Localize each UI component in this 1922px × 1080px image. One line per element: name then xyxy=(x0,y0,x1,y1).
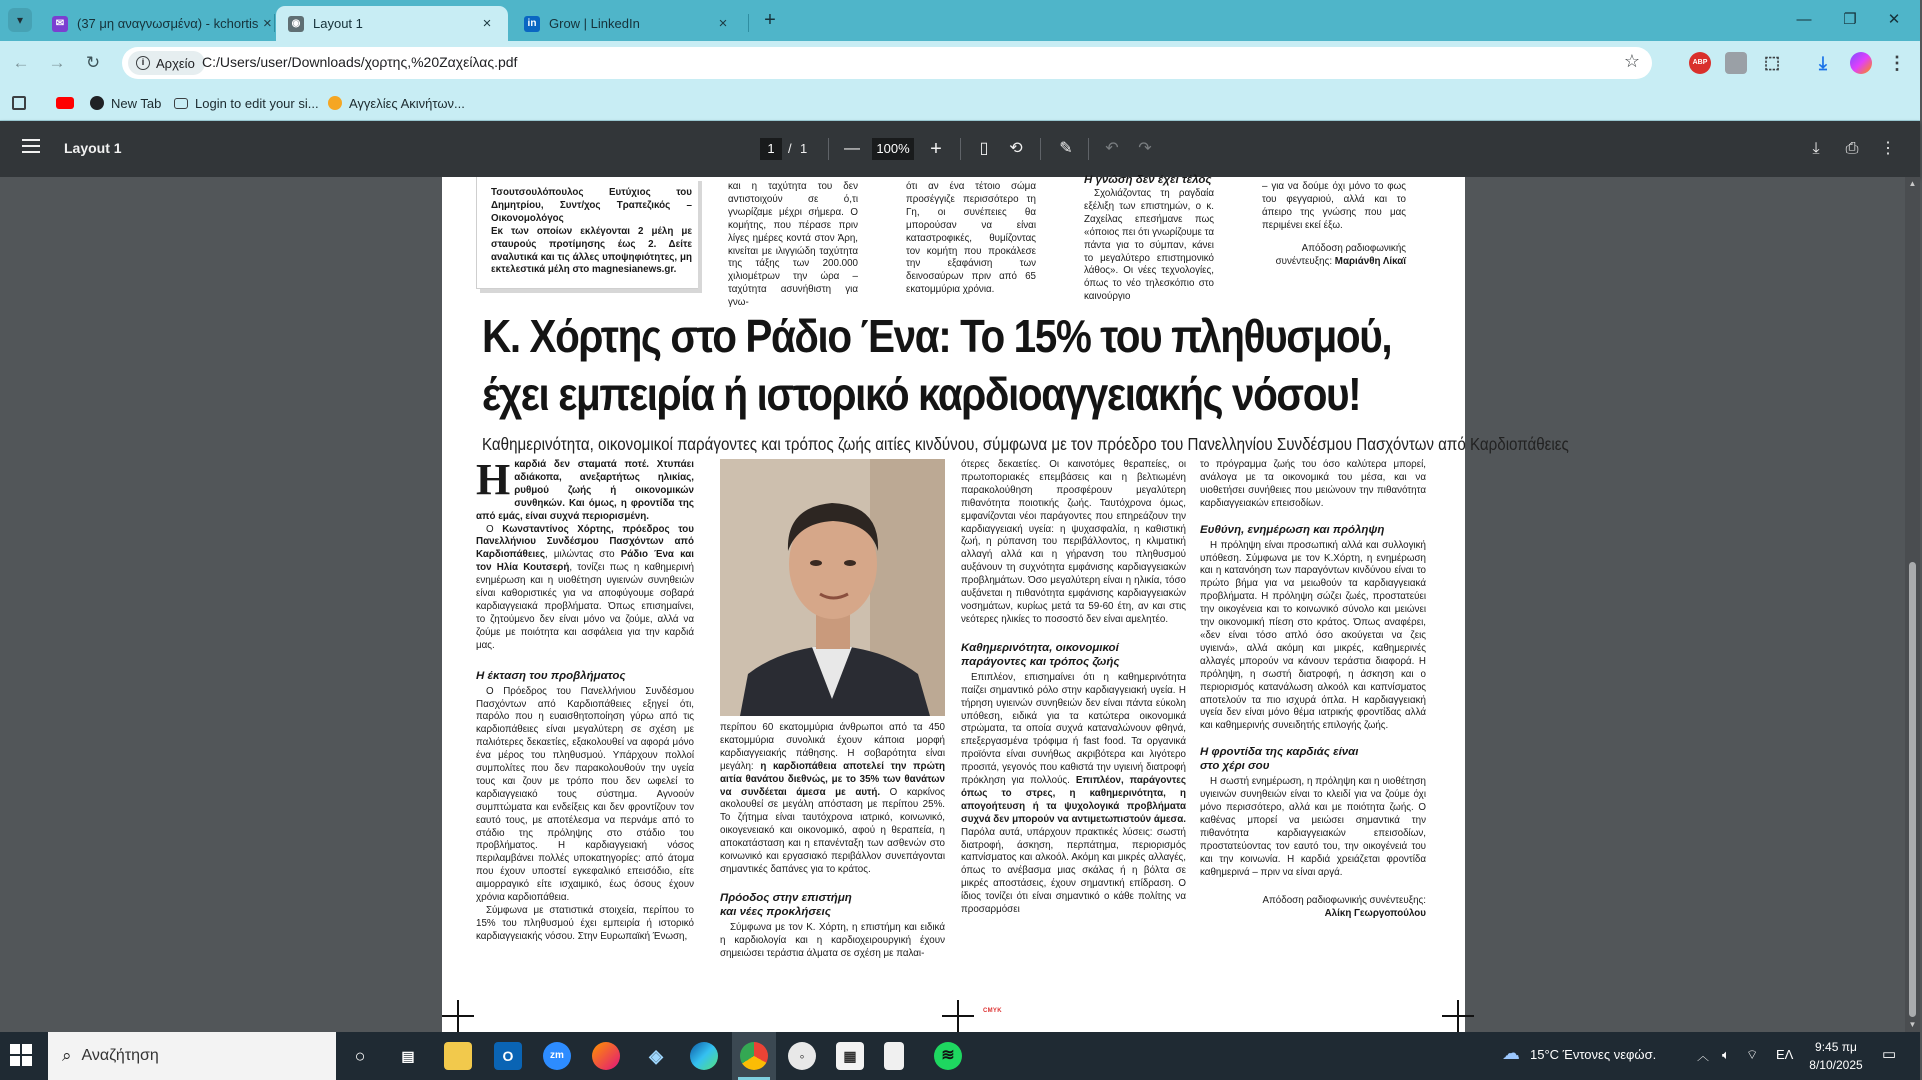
weather-cloud-icon[interactable]: ☁ xyxy=(1502,1043,1520,1063)
zoom-app-icon[interactable]: zm xyxy=(543,1042,571,1070)
article-text: Σχολιάζοντας τη ραγδαία εξέλιξη των επιστημών, ο κ. Ζαχείλας επεσήμανε πως «όποιος πει ότι γνωρίζουμε τα πάντα για το σύμπαν, κάνει το μεγαλύτερο επιστημονικό λάθος». Οι νέες τεχνολογίες, όπως το νέο τηλεσκόπιο στο καινούργιο xyxy=(1084,188,1214,303)
pdf-page xyxy=(442,174,1569,1032)
article-text: , τονίζει πως η καθημερινή ενημέρωση και η υιοθέτηση υγιεινών συνηθειών είναι καθοριστικές για να αποφύγουμε σοβαρά καρδιαγγειακά προβλήματα. Όπως επισημαίνει, το ζητούμενο δεν είναι μόνο να ζούμε, αλλά να ζούμε με ποιότητα και ασφάλεια για την καρδιά μας. xyxy=(476,562,694,651)
bookmark-label: Login to edit your si... xyxy=(195,95,319,111)
article-text: Η πρόληψη είναι προσωπική αλλά και συλλογική υπόθεση. Σύμφωνα με τον Κ.Χόρτη, η ενημέρωση και η κατανόηση των παραγόντων κινδύνου είναι το πρώτο βήμα για να μειωθούν τα καρδιαγγειακά προβλήματα. Η πρόληψη σώζει ζωές, προστατεύει την οικογένεια και το κοινωνικό σύνολο και μειώνει την οικονομική πίεση στο κράτος. Όπως αναφέρει, «δεν είναι τόσο απλό όσο ακούγεται να ζεις υγιεινά», αλλά ακόμη και μικρές, καθημερινές αλλαγές μπορούν να κάνουν τεράστια διαφορά. Η πρόληψη, η σωστή διατροφή, η άσκηση και ο περιορισμός κατανάλωση αλκοόλ και καπνίσματος αποτελούν τα πιο ισχυρά όπλα. Η καρδιαγγειακή υγεία δεν είναι μόνο θέμα ιατρικής φροντίδας αλλά και καθημερινής συνειδητής επιλογής ζωής. xyxy=(1200,539,1426,732)
tab-close-button[interactable]: × xyxy=(718,15,728,32)
back-button[interactable]: ← xyxy=(12,53,30,72)
article-text: περίπου 60 εκατομμύρια άνθρωποι από τα 450 εκατομμύρια συνολικά έχουν κάποια μορφή καρδιαγγειακής πάθησης. Η σοβαρότητα είναι μεγάλη: xyxy=(720,722,945,772)
tab-title: (37 μη αναγνωσμένα) - kchortis xyxy=(77,16,259,31)
task-view-icon[interactable]: ▤ xyxy=(401,1048,415,1064)
download-icon[interactable]: ⤓ xyxy=(1819,53,1827,73)
url-text[interactable]: C:/Users/user/Downloads/χορτης,%20Ζαχείλας.pdf xyxy=(202,54,518,70)
speaker-icon[interactable]: 🔈︎ xyxy=(1722,1047,1730,1062)
steam-icon[interactable]: ◈ xyxy=(649,1046,663,1066)
browser-menu-icon[interactable]: ⋮ xyxy=(1888,53,1906,73)
article-text: και η ταχύτητα του δεν αντιστοιχούν σε ό,τι γνωρίζαμε μέχρι σήμερα. Ο κομήτης, που πέρασε πριν λίγες ημέρες κοντά στον Άρη, κινείται με ιλιγγιώδη ταχύτητα της τάξης των 200.000 χιλιομέτρων την ώρα – ταχύτητα ασυνήθιστη για γνω- xyxy=(728,181,858,309)
taskbar-clock[interactable] xyxy=(1806,1038,1866,1074)
headline-line: έχει εμπειρία ή ιστορικό καρδιοαγγειακής νόσου! xyxy=(482,368,1361,420)
article-text: Ο Πρόεδρος του Πανελλήνιου Συνδέσμου Πασχόντων από Καρδιοπάθειες εξηγεί ότι, παρόλο που η ευαισθητοποίηση γύρω από τις καρδιοπάθειες είναι μεγαλύτερη σε σχέση με παλιότερες δεκαετίες, εξακολουθεί να αφορά μόνο ένα μέρος του πληθυσμού. Υπάρχουν πολλοί συμπολίτες που δεν παρακολουθούν την υγεία τους και ζουν με τρόπο που δεν ωφελεί το καρδιαγγειακό τους σύστημα. Αγνοούν συμπτώματα και ενδείξεις και δεν φροντίζουν τον εαυτό τους, με αποτέλεσμα να περνάμε από το στάδιο της πρόληψης στο στάδιο του προβλήματος. Η καρδιαγγειακή νόσος περιλαμβάνει πολλές υποκατηγορίες: από άτομα που έχουν υποστεί εγκεφαλικό επεισόδιο, είτε αιμορραγικό είτε ισχαιμικό, έως όσους έχουν χρόνια καρδιοπάθεια. xyxy=(476,685,694,904)
bookmark-label: New Tab xyxy=(111,95,162,111)
article-lead: καρδιά δεν σταματά ποτέ. Χτυπάει αδιάκοπα, ανεξαρτήτως ηλικίας, ρυθμού ζωής ή οικονομικών συνθηκών. Και όμως, η φροντίδα της από εμάς, είναι συχνά περιορισμένη. xyxy=(476,459,694,522)
tab-title: Layout 1 xyxy=(313,16,363,31)
site-info-chip[interactable] xyxy=(128,51,205,75)
bookmark-star-icon[interactable]: ☆ xyxy=(1623,51,1640,71)
bookmark-label: Αγγελίες Ακινήτων... xyxy=(349,95,465,111)
new-tab-icon xyxy=(90,96,104,110)
zoom-input[interactable] xyxy=(872,138,914,160)
close-window-button[interactable]: ✕ xyxy=(1887,11,1901,28)
article-col-1 xyxy=(476,455,694,999)
extension-icon[interactable] xyxy=(1725,52,1747,74)
cmyk-mark: CMYK xyxy=(983,1008,1002,1014)
edge-icon[interactable] xyxy=(690,1042,718,1070)
drop-cap: Η xyxy=(476,455,511,504)
article-text: Σύμφωνα με στατιστικά στοιχεία, περίπου το 15% του πληθυσμού έχει εμπειρία ή ιστορικό καρδιαγγειακής νόσου. Στην Ευρωπαϊκή Ένωση, xyxy=(476,905,694,942)
tab-separator xyxy=(748,14,749,32)
vertical-scrollbar[interactable] xyxy=(1905,177,1920,1032)
article-text: Ράδιο Ένα και τον Ηλία Κουτσερή xyxy=(476,549,694,574)
clock-date: 8/10/2025 xyxy=(1809,1058,1863,1072)
zoom-in-button[interactable]: + xyxy=(930,138,942,160)
section-heading: Η έκταση του προβλήματος xyxy=(476,669,626,682)
address-bar[interactable] xyxy=(122,47,1652,79)
linkedin-icon: in xyxy=(524,16,540,32)
article-text: Ο καρκίνος ακολουθεί σε μεγάλη απόσταση με περίπου 25%. Το ζήτημα είναι ταυτόχρονα ιατρικό, κοινωνικό, οικογενειακό και οικονομικό, αφού η θεραπεία, η αποκατάσταση και η επανένταξη των ασθενών στο κοινωνικό και εργασιακό περιβάλλον συνεπάγονται σημαντικές δαπάνες για το κράτος. xyxy=(720,786,945,875)
taskbar-search-box[interactable] xyxy=(48,1032,336,1080)
article-headline xyxy=(482,307,1392,423)
article-text: Ο xyxy=(486,523,494,535)
scrollbar-thumb[interactable] xyxy=(1909,562,1916,1017)
box-text: Εκ των οποίων εκλέγονται 2 μέλη με σταυρούς προτίμησης έως 2. Δείτε αναλυτικά και τις άλλες υποψηφιότητες, μη εκτελεστικά μέλη στο magnesianews.gr. xyxy=(491,225,692,276)
tab-strip xyxy=(0,0,1920,41)
prev-article-col-5 xyxy=(1262,181,1406,285)
annotate-pen-icon[interactable]: ✎ xyxy=(1059,140,1073,157)
file-explorer-icon[interactable] xyxy=(444,1042,472,1070)
profile-avatar[interactable] xyxy=(1850,52,1872,74)
clock-time: 9:45 πμ xyxy=(1815,1040,1857,1054)
crop-mark xyxy=(442,1000,474,1032)
article-text: ότερες δεκαετίες. Οι καινοτόμες θεραπείες, οι πρωτοποριακές επεμβάσεις και η βελτιωμένη παρακολούθηση προσφέρουν μεγαλύτερη πιθανότητα ποιοτικής ζωής. Ταυτόχρονα όμως, εμφανίζονται νέοι παράγοντες που επηρεάζουν την καρδιαγγειακή υγεία: η ψυχασφαλία, η καθιστική ζωή, η ρύπανση του περιβάλλοντος, η κλιματική αλλαγή αλλά και η γήρανση του πληθυσμού αυξάνουν τη συχνότητα εμφάνισης καρδιαγγειακών προβλημάτων. Όσο μεγαλύτερη είναι η ηλικία, τόσο αυξάνεται η πιθανότητα εμφάνισης καρδιαγγειακών νοσημάτων, κυρίως μετά τα 59-60 έτη, αν και στις νεότερες ηλικίες το ποσοστό δεν είναι αμελητέο. xyxy=(961,459,1186,625)
tab-close-button[interactable]: × xyxy=(482,15,492,32)
browser-toolbar xyxy=(0,41,1920,85)
section-heading: Πρόοδος στην επιστήμη και νέες προκλήσεις xyxy=(720,891,852,918)
article-text: ότι αν ένα τέτοιο σώμα προσέγγιζε περισσότερο τη Γη, οι συνέπειες θα μπορούσαν να είναι καταστροφικές, θυμίζοντας τον κομήτη που προκάλεσε την εξαφάνιση των δεινοσαύρων πριν από 65 εκατομμύρια χρόνια. xyxy=(906,181,1036,296)
article-text: το πρόγραμμα ζωής του όσο καλύτερα μπορεί, ανάλογα με τα οικονομικά του μέσα, και να υιοθετήσει συνήθειες που μειώνουν την πιθανότητα καρδιαγγειακών επεισοδίων. xyxy=(1200,459,1426,509)
article-text: , μιλώντας στο xyxy=(544,549,615,561)
toolbar-divider xyxy=(1088,138,1089,160)
tab-search-button[interactable]: ▾ xyxy=(8,8,32,32)
article-text: Σύμφωνα με τον Κ. Χόρτη, η επιστήμη και ειδικά η καρδιολογία και η καρδιοχειρουργική έχουν σημειώσει τεράστια άλματα σε σχέση με παλαι- xyxy=(720,921,945,959)
tab-title: Grow | LinkedIn xyxy=(549,16,640,31)
pdf-viewer[interactable] xyxy=(0,174,1920,1032)
rotate-icon[interactable]: ⟲ xyxy=(1009,140,1023,157)
page-icon xyxy=(174,98,188,109)
article-text: Επιπλέον, επισημαίνει ότι η καθημερινότητα παίζει σημαντικό ρόλο στην καρδιαγγειακή υγεία. Η τήρηση υγιεινών συνηθειών δεν είναι πάντα εύκολη υπόθεση, ειδικά για τα κατώτερα οικονομικά στρώματα, τα οποία συχνά καταναλώνουν φθηνά, επεξεργασμένα τρόφιμα ή fast food. Τα οργανικά προϊόντα είναι συνήθως ακριβότερα και λιγότερο προσιτά, γεγονός που καθιστά την υγιεινή διατροφή πρόκληση για πολλούς. xyxy=(961,671,1186,787)
new-tab-button[interactable]: + xyxy=(764,9,776,31)
article-col-4 xyxy=(1200,459,1426,999)
undo-icon[interactable]: ↶ xyxy=(1105,140,1119,157)
site-info-label: Αρχείο xyxy=(156,55,195,71)
article-col-3 xyxy=(961,459,1186,999)
restore-button[interactable]: ❐ xyxy=(1843,11,1857,28)
section-heading: Η γνώση δεν έχει τέλος xyxy=(1084,174,1212,186)
youtube-bookmark[interactable] xyxy=(56,93,81,113)
toolbar-divider xyxy=(828,138,829,160)
page-total: 1 xyxy=(800,141,808,156)
article-text: Παρόλα αυτά, υπάρχουν πρακτικές λύσεις: σωστή διατροφή, άσκηση, περπάτημα, περιορισμός καπνίσματος και αλκοόλ. Ακόμη και μικρές αλλαγές, όπως το ανέβασμα μιας σκάλας ή η βόλτα σε μικρές αποστάσεις, έχουν σημαντική επίδραση. Ο ίδιος τονίζει ότι είναι σημαντικό ο κάθε πολίτης να προσαρμόσει xyxy=(961,826,1186,916)
article-col-2 xyxy=(720,722,945,1002)
minimize-button[interactable]: — xyxy=(1796,11,1812,28)
box-text: Τσουτσουλόπουλος Ευτύχιος του Δημητρίου, Συντ/χος Τραπεζικός – Οικονομολόγος xyxy=(491,187,692,224)
chrome-icon[interactable] xyxy=(740,1042,768,1070)
redo-icon[interactable]: ↷ xyxy=(1138,140,1152,157)
spotify-icon[interactable]: ≋ xyxy=(934,1042,962,1070)
tab-separator xyxy=(274,14,275,32)
search-icon: ⌕ xyxy=(62,1046,72,1065)
byline: Απόδοση ραδιοφωνικής συνέντευξης: xyxy=(1262,895,1426,907)
windows-start-icon[interactable] xyxy=(10,1044,34,1068)
section-heading: Καθημερινότητα, οικονομικοί παράγοντες και τρόπος ζωής xyxy=(961,641,1120,668)
firefox-icon[interactable] xyxy=(592,1042,620,1070)
microsoft-store-icon[interactable]: ▦ xyxy=(836,1042,864,1070)
bookmark-new-tab[interactable] xyxy=(90,93,161,113)
outlook-icon[interactable]: O xyxy=(494,1042,522,1070)
article-text: Κωνσταντίνος Χόρτης, πρόεδρος του Πανελλήνιου Συνδέσμου Πασχόντων από Καρδιοπάθειες xyxy=(476,523,694,561)
section-heading: Ευθύνη, ενημέρωση και πρόληψη xyxy=(1200,523,1385,536)
tab-layout-1[interactable] xyxy=(276,6,508,41)
bookmark-login[interactable] xyxy=(174,93,319,113)
article-text: η καρδιοπάθεια αποτελεί την πρώτη αιτία θανάτου διεθνώς, με το 35% των θανάτων να συνδέεται άμεσα με αυτή. xyxy=(720,760,945,798)
reload-button[interactable]: ↻ xyxy=(85,53,101,72)
windows-taskbar xyxy=(0,1032,1920,1080)
toolbar-divider xyxy=(1040,138,1041,160)
page-separator: / xyxy=(788,141,792,156)
tab-gmail[interactable] xyxy=(40,6,272,41)
network-icon[interactable]: ⌔ xyxy=(1746,1047,1759,1062)
hamburger-menu-icon[interactable] xyxy=(22,139,40,153)
apps-grid-icon[interactable] xyxy=(12,93,26,113)
article-subheadline: Καθημερινότητα, οικονομικοί παράγοντες και τρόπος ζωής αιτίες κινδύνου, σύμφωνα με τον πρόεδρο του Πανελληνίου Συνδέσμου Πασχόντων από Καρδιοπάθειες xyxy=(482,434,1569,454)
file-icon[interactable] xyxy=(884,1042,904,1070)
prev-article-col-4 xyxy=(1084,173,1214,303)
search-placeholder: Αναζήτηση xyxy=(81,1047,159,1064)
document-title: Layout 1 xyxy=(64,140,122,156)
toolbar-divider xyxy=(960,138,961,160)
globe-icon: ◉ xyxy=(288,16,304,32)
forward-button[interactable]: → xyxy=(48,53,66,72)
crop-mark xyxy=(1442,1000,1474,1032)
article-text: Η σωστή ενημέρωση, η πρόληψη και η υιοθέτηση υγιεινών συνηθειών είναι το κλειδί για να ζούμε όχι μόνο περισσότερο, αλλά και με ποιότητα ζωής. Ο καθένας μπορεί να μειώσει σημαντικά την πιθανότητα καρδιαγγειακών επεισοδίων, προστατεύοντας τον εαυτό του, την οικογένειά του και την κοινωνία. Η καρδιά χρειάζεται φροντίδα καθημερινά – πριν να είναι αργά. xyxy=(1200,776,1426,878)
candidates-box xyxy=(476,177,698,289)
crop-mark xyxy=(942,1000,974,1032)
fit-page-icon[interactable]: ▯ xyxy=(979,140,989,157)
chevron-up-icon[interactable]: ︿ xyxy=(1697,1049,1710,1063)
byline-name: Μαριάνθη Λίκαϊ xyxy=(1334,255,1406,267)
mail-icon: ✉ xyxy=(52,16,68,32)
page-number-input[interactable] xyxy=(760,138,782,160)
bookmark-aggelies[interactable] xyxy=(328,93,465,113)
download-pdf-icon[interactable]: ⤓ xyxy=(1812,140,1820,157)
youtube-icon xyxy=(56,97,74,109)
prev-article-col-2 xyxy=(728,181,858,309)
tab-linkedin[interactable] xyxy=(512,6,744,41)
site-icon xyxy=(328,96,342,110)
scroll-up-arrow-icon[interactable]: ▲ xyxy=(1908,179,1917,188)
info-icon: i xyxy=(136,56,150,70)
article-text: Επιπλέον, παράγοντες όπως το στρες, η καθημερινότητα, η απογοήτευση ή τα ψυχολογικά προβλήματα συχνά δεν μπορούν να αντιμετωπιστούν άμεσα. xyxy=(961,775,1186,825)
prev-article-col-3 xyxy=(906,181,1036,296)
tab-close-button[interactable]: × xyxy=(263,15,272,32)
extensions-puzzle-icon[interactable]: ⬚ xyxy=(1763,53,1781,72)
notification-icon[interactable]: ▭ xyxy=(1882,1046,1897,1063)
headline-line: Κ. Χόρτης στο Ράδιο Ένα: Το 15% του πληθυσμού, xyxy=(482,310,1392,362)
article-text: – για να δούμε όχι μόνο το φως του φεγγαριού, αλλά και το άπειρο της γνώσης που μας περιμένει εκεί έξω. xyxy=(1262,181,1406,231)
scroll-down-arrow-icon[interactable]: ▼ xyxy=(1908,1020,1917,1029)
adblock-extension-icon[interactable]: ABP xyxy=(1689,52,1711,74)
section-heading: Η φροντίδα της καρδιάς είναι στο χέρι σου xyxy=(1200,746,1359,773)
byline: συνέντευξης: xyxy=(1275,255,1333,267)
bookmarks-bar xyxy=(0,85,1920,121)
portrait-photo xyxy=(720,459,945,716)
pdf-toolbar xyxy=(0,121,1920,177)
cortana-icon[interactable]: ○ xyxy=(354,1046,366,1066)
weather-text[interactable]: 15°C Έντονες νεφώσ. xyxy=(1530,1047,1657,1062)
byline-name: Αλίκη Γεωργοπούλου xyxy=(1324,908,1426,920)
app-icon[interactable]: ◦ xyxy=(788,1042,816,1070)
byline: Απόδοση ραδιοφωνικής xyxy=(1301,242,1406,254)
language-indicator[interactable]: ΕΛ xyxy=(1776,1047,1794,1062)
more-options-icon[interactable]: ⋮ xyxy=(1880,140,1896,157)
print-icon[interactable]: ⎙ xyxy=(1845,140,1859,157)
zoom-out-button[interactable]: — xyxy=(844,140,860,157)
